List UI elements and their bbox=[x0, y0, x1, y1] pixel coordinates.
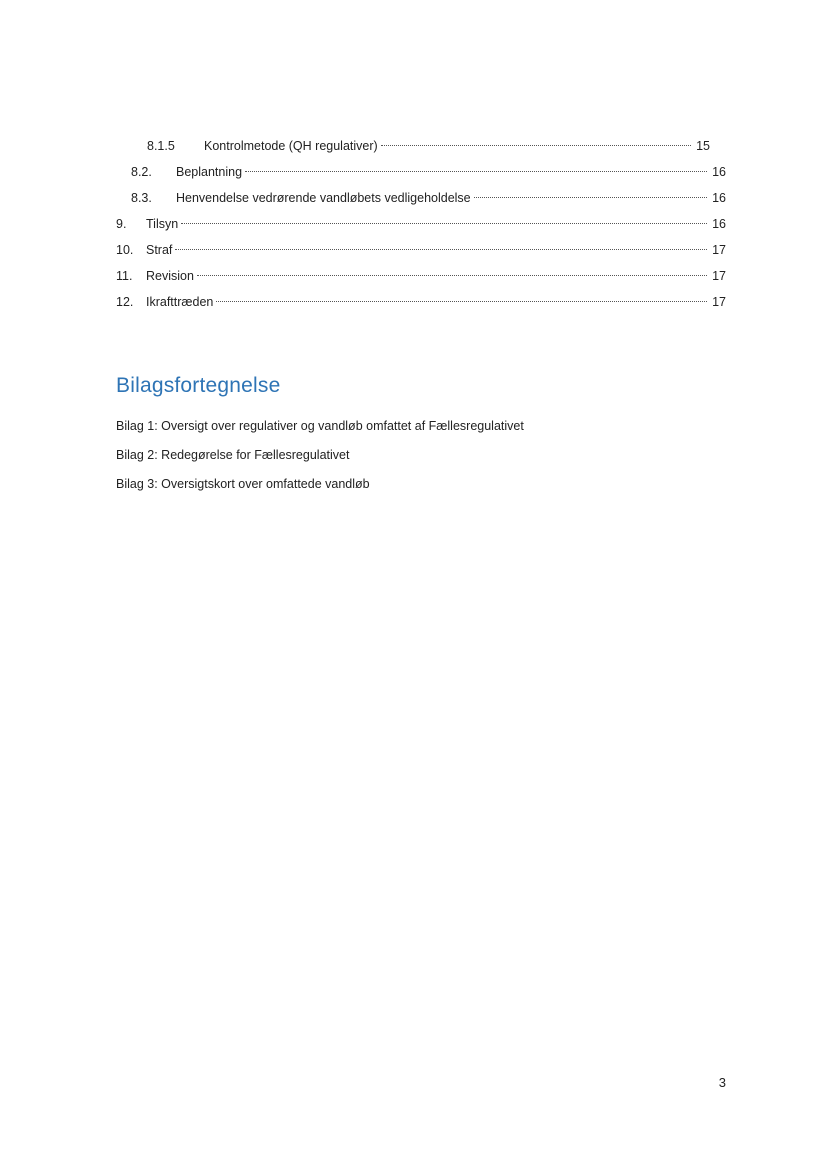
toc-entry-number: 12. bbox=[116, 295, 134, 309]
toc-entry-11[interactable] bbox=[116, 266, 726, 292]
toc-entry-number: 8.1.5 bbox=[147, 139, 175, 153]
toc-entry-page: 15 bbox=[696, 139, 710, 153]
toc-entry-title: Tilsyn bbox=[146, 217, 179, 231]
toc-entry-title: Ikrafttræden bbox=[146, 295, 214, 309]
toc-entry-number: 9. bbox=[116, 217, 127, 231]
toc-entry-title: Kontrolmetode (QH regulativer) bbox=[204, 139, 378, 153]
toc-entry-8-3[interactable] bbox=[116, 188, 726, 214]
toc-entry-page: 17 bbox=[712, 243, 726, 257]
toc-dot-leader bbox=[474, 197, 707, 198]
toc-entry-page: 17 bbox=[712, 295, 726, 309]
toc-entry-number: 11. bbox=[116, 269, 133, 283]
toc-entry-title: Henvendelse vedrørende vandløbets vedligeholdelse bbox=[176, 191, 471, 205]
appendix-item: Bilag 1: Oversigt over regulativer og vandløb omfattet af Fællesregulativet bbox=[116, 419, 524, 433]
toc-entry-title: Straf bbox=[146, 243, 173, 257]
toc-entry-12[interactable] bbox=[116, 292, 726, 318]
toc-entry-number: 8.3. bbox=[131, 191, 152, 205]
toc-dot-leader bbox=[216, 301, 707, 302]
toc-entry-page: 16 bbox=[712, 191, 726, 205]
toc-entry-title: Beplantning bbox=[176, 165, 243, 179]
appendix-item: Bilag 3: Oversigtskort over omfattede vandløb bbox=[116, 477, 370, 491]
toc-entry-page: 16 bbox=[712, 165, 726, 179]
appendix-item: Bilag 2: Redegørelse for Fællesregulativet bbox=[116, 448, 350, 462]
toc-entry-title: Revision bbox=[146, 269, 194, 283]
toc-entry-number: 10. bbox=[116, 243, 134, 257]
toc-entry-9[interactable] bbox=[116, 214, 726, 240]
toc-dot-leader bbox=[245, 171, 707, 172]
toc-entry-number: 8.2. bbox=[131, 165, 152, 179]
toc-entry-page: 16 bbox=[712, 217, 726, 231]
toc-dot-leader bbox=[181, 223, 707, 224]
toc-dot-leader bbox=[197, 275, 707, 276]
toc-dot-leader bbox=[381, 145, 691, 146]
table-of-contents bbox=[116, 136, 726, 318]
toc-entry-page: 17 bbox=[712, 269, 726, 283]
appendix-heading: Bilagsfortegnelse bbox=[116, 374, 281, 397]
page-number: 3 bbox=[718, 1075, 726, 1090]
toc-dot-leader bbox=[175, 249, 707, 250]
toc-entry-8-2[interactable] bbox=[116, 162, 726, 188]
appendix-list bbox=[116, 416, 524, 503]
toc-entry-8-1-5[interactable] bbox=[116, 136, 726, 162]
toc-entry-10[interactable] bbox=[116, 240, 726, 266]
